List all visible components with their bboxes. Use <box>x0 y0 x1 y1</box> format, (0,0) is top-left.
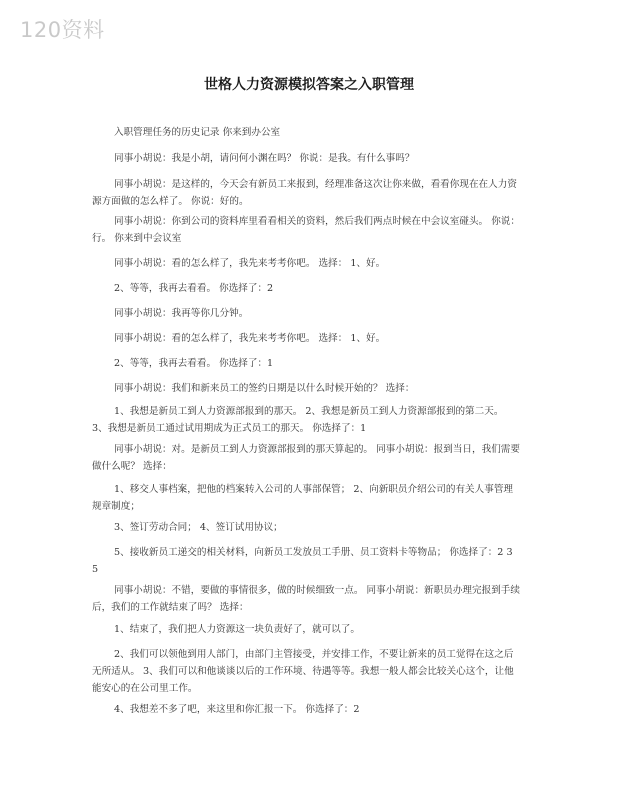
paragraph: 4、我想差不多了吧，来这里和你汇报一下。 你选择了：2 <box>114 704 360 715</box>
paragraph: 同事小胡说：我们和新来员工的签约日期是以什么时候开始的？ 选择： <box>114 383 415 394</box>
paragraph: 同事小胡说：你到公司的资料库里看看相关的资料，然后我们两点时候在中会议室碰头。 你说：行。 你来到中会议室 <box>92 216 520 244</box>
paragraph: 2、等等，我再去看看。 你选择了：2 <box>114 283 274 294</box>
paragraph: 同事小胡说：对。是新员工到人力资源部报到的那天算起的。 同事小胡说：报到当日，我们需要做什么呢？ 选择： <box>92 444 520 472</box>
paragraph: 2、我们可以领他到用人部门，由部门主管接受，并安排工作，不要让新来的员工觉得在这之后无所适从。 3、我们可以和他谈谈以后的工作环境、待遇等等。我想一般人都会比较关心这个，让他能安心的在公司里工作。 <box>92 649 514 694</box>
paragraph: 2、等等，我再去看看。 你选择了：1 <box>114 358 274 369</box>
paragraph: 同事小胡说：看的怎么样了，我先来考考你吧。 选择： 1、好。 <box>114 258 386 269</box>
paragraph: 同事小胡说：是这样的，今天会有新员工来报到，经理准备这次让你来做，看看你现在在人力资源方面做的怎么样了。 你说：好的。 <box>92 179 517 207</box>
paragraph: 同事小胡说：看的怎么样了，我先来考考你吧。 选择： 1、好。 <box>114 333 386 344</box>
paragraph: 5、接收新员工递交的相关材料，向新员工发放员工手册、员工资料卡等物品； 你选择了：2 3 5 <box>92 547 513 575</box>
paragraph: 同事小胡说：我是小胡，请问何小渊在吗？ 你说：是我。有什么事吗？ <box>114 153 415 164</box>
paragraph: 1、结束了，我们把人力资源这一块负责好了，就可以了。 <box>114 624 360 635</box>
document-title: 世格人力资源模拟答案之入职管理 <box>204 77 414 93</box>
watermark-logo: 120资料 <box>20 18 105 42</box>
paragraph: 入职管理任务的历史记录 你来到办公室 <box>114 127 281 138</box>
paragraph: 同事小胡说：不错，要做的事情很多，做的时候细致一点。 同事小胡说：新职员办理完报到手续后，我们的工作就结束了吗？ 选择： <box>92 585 520 613</box>
paragraph: 1、移交人事档案，把他的档案转入公司的人事部保管； 2、向新职员介绍公司的有关人事管理规章制度； <box>92 484 514 512</box>
paragraph: 1、我想是新员工到人力资源部报到的那天。 2、我想是新员工到人力资源部报到的第二天。 3、我想是新员工通过试用期成为正式员工的那天。 你选择了：1 <box>92 406 504 434</box>
paragraph: 同事小胡说：我再等你几分钟。 <box>114 308 249 319</box>
paragraph: 3、签订劳动合同； 4、签订试用协议； <box>114 522 283 533</box>
